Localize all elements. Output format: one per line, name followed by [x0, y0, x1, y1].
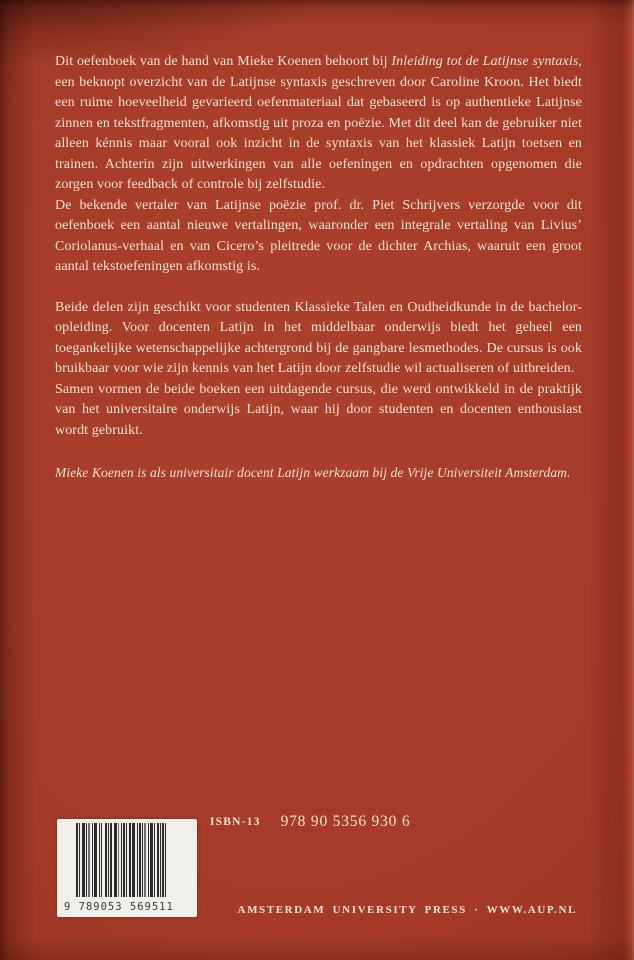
barcode-digits: 9 789053 569511 — [64, 901, 174, 913]
blurb-paragraph-4: Samen vormen de beide boeken een uitdagende cursus, die werd ontwikkeld in de praktijk van het universitaire onderwijs Latijn, waar hij door studenten en docenten enthousiast wordt gebruikt. — [55, 381, 582, 438]
publisher-line: AMSTERDAM UNIVERSITY PRESS · WWW.AUP.NL — [237, 904, 577, 916]
isbn-line — [210, 813, 410, 831]
blurb-paragraph-2: De bekende vertaler van Latijnse poëzie prof. dr. Piet Schrijvers verzorgde voor dit oefenboek een aantal nieuwe vertalingen, waaronder een integrale vertaling van Livius’ Coriolanus-verhaal en van Cicero’s pleitrede voor de dichter Archias, waaruit een groot aantal tekstoefeningen afkomstig is. — [55, 197, 582, 274]
blurb-p1-post: , een beknopt overzicht van de Latijnse syntaxis geschreven door Caroline Kroon. Het biedt een ruime hoeveelheid gevarieerd oefenmateriaal dat gebaseerd is op authentieke Latijnse zinnen en tekstfragmenten, afkomstig uit proza en poëzie. Met dit deel kan de gebruiker niet alleen kénnis maar vooral ook inzicht in de syntaxis van het klassiek Latijn toetsen en trainen. Achterin zijn uitwerkingen van alle oefeningen en opdrachten opgenomen die zorgen voor feedback of controle bij zelfstudie. — [55, 54, 582, 192]
barcode-bars — [76, 823, 180, 897]
blurb-paragraph-3: Beide delen zijn geschikt voor studenten Klassieke Talen en Oudheidkunde in de bachelor-opleiding. Voor docenten Latijn in het middelbaar onderwijs biedt het geheel een toegankelijke wetenschappelijke achtergrond bij de gangbare lesmethodes. De cursus is ook bruikbaar voor wie zijn kennis van het Latijn door zelfstudie wil actualiseren of uitbreiden. — [55, 299, 582, 376]
blurb-text — [55, 52, 582, 484]
blurb-paragraph-1 — [55, 52, 582, 196]
barcode-panel — [57, 819, 197, 917]
author-note: Mieke Koenen is als universitair docent Latijn werkzaam bij de Vrije Universiteit Amsterdam. — [55, 465, 571, 480]
blurb-p1-pre: Dit oefenboek van de hand van Mieke Koenen behoort bij — [55, 54, 392, 69]
book-title-italic: Inleiding tot de Latijnse syntaxis — [391, 54, 579, 69]
isbn-label: ISBN-13 — [210, 816, 261, 828]
isbn-value: 978 90 5356 930 6 — [280, 813, 411, 830]
